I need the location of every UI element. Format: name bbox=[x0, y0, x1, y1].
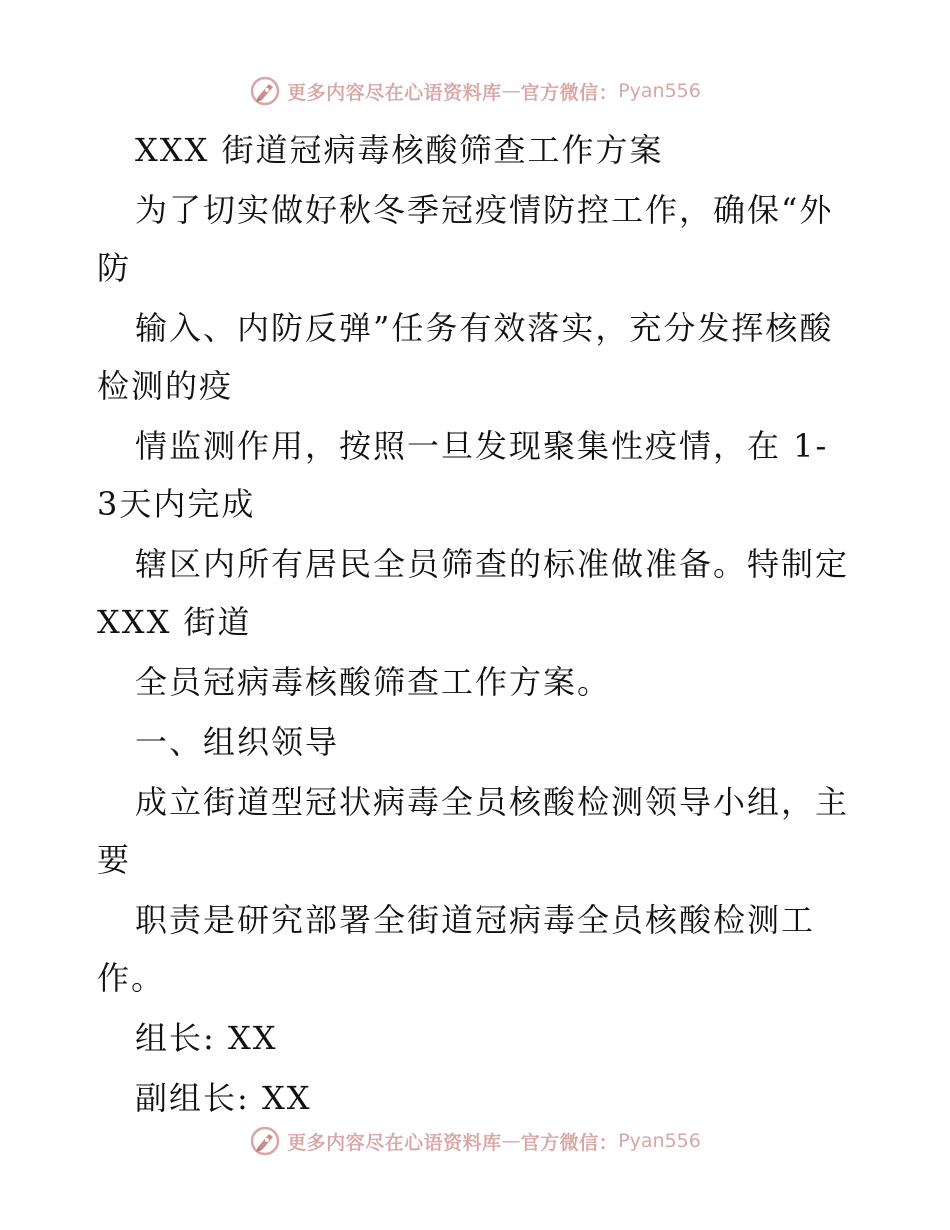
team-leader-line: 组长: XX bbox=[135, 1019, 278, 1057]
pen-circle-logo-icon bbox=[249, 1125, 281, 1157]
document-body bbox=[97, 120, 857, 1128]
paragraph-line: 作。 bbox=[97, 959, 166, 997]
footer-watermark-banner bbox=[0, 1121, 950, 1161]
banner-wechat-id: Pyan556 bbox=[618, 1130, 701, 1152]
paragraph-line: 输入、内防反弹”任务有效落实，充分发挥核酸 bbox=[135, 309, 834, 347]
paragraph-line: 检测的疫 bbox=[97, 367, 234, 405]
paragraph-line: 职责是研究部署全街道冠病毒全员核酸检测工 bbox=[135, 901, 816, 939]
document-title: XXX 街道冠病毒核酸筛查工作方案 bbox=[135, 131, 664, 169]
banner-wechat-label: 官方微信： bbox=[520, 81, 619, 104]
paragraph-line: 防 bbox=[97, 249, 132, 287]
paragraph-line: 要 bbox=[97, 841, 132, 879]
banner-wechat-label: 官方微信： bbox=[520, 1131, 619, 1154]
deputy-leader-line: 副组长: XX bbox=[135, 1079, 312, 1117]
section-heading: 一、组织领导 bbox=[135, 723, 340, 761]
paragraph-line: 辖区内所有居民全员筛查的标准做准备。特制定 bbox=[135, 545, 850, 583]
paragraph-line: 为了切实做好秋冬季冠疫情防控工作，确保“外 bbox=[135, 191, 834, 229]
header-watermark-banner bbox=[0, 71, 950, 111]
banner-separator: — bbox=[501, 1130, 521, 1152]
paragraph-line: 成立街道型冠状病毒全员核酸检测领导小组，主 bbox=[135, 783, 850, 821]
banner-wechat-id: Pyan556 bbox=[618, 80, 701, 102]
paragraph-line: 3天内完成 bbox=[97, 485, 256, 523]
banner-site-name: 更多内容尽在心语资料库 bbox=[287, 81, 502, 104]
paragraph-line: XXX 街道 bbox=[97, 603, 252, 641]
banner-site-name: 更多内容尽在心语资料库 bbox=[287, 1131, 502, 1154]
banner-separator: — bbox=[501, 80, 521, 102]
pen-circle-logo-icon bbox=[249, 75, 281, 107]
paragraph-line: 全员冠病毒核酸筛查工作方案。 bbox=[135, 663, 612, 701]
paragraph-line: 情监测作用，按照一旦发现聚集性疫情，在 1- bbox=[135, 427, 829, 465]
